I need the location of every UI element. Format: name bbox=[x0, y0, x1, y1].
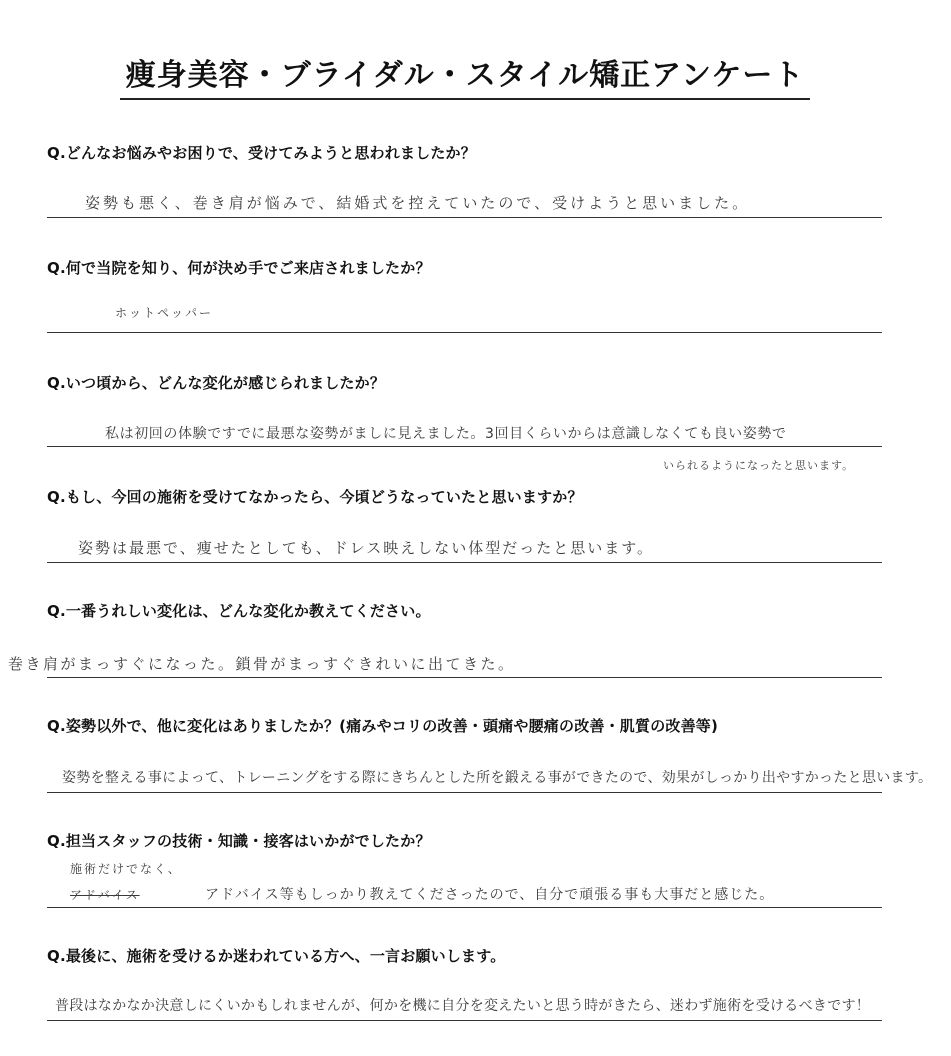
question-3: Q.いつ頃から、どんな変化が感じられましたか？ bbox=[47, 374, 386, 392]
answer-8: 普段はなかなか決意しにくいかもしれませんが、何かを機に自分を変えたいと思う時がきたら、迷わず施術を受けるべきです！ bbox=[55, 998, 871, 1014]
answer-6: 姿勢を整える事によって、トレーニングをする際にきちんとした所を鍛える事ができたので、効果がしっかり出やすかったと思います。 bbox=[62, 770, 933, 786]
answer-7: アドバイス等もしっかり教えてくださったので、自分で頑張る事も大事だと感じた。 bbox=[205, 887, 775, 903]
answer-line-2 bbox=[47, 332, 882, 333]
question-5: Q.一番うれしい変化は、どんな変化か教えてください。 bbox=[47, 602, 431, 620]
question-6: Q.姿勢以外で、他に変化はありましたか？(痛みやコリの改善・頭痛や腰痛の改善・肌質の改善等) bbox=[47, 717, 719, 735]
answer-3-line-2: いられるようになったと思います。 bbox=[663, 459, 855, 472]
answer-2: ホットペッパー bbox=[115, 306, 214, 320]
answer-5: 巻き肩がまっすぐになった。鎖骨がまっすぐきれいに出てきた。 bbox=[8, 655, 516, 673]
answer-line-3 bbox=[47, 446, 882, 447]
answer-1: 姿勢も悪く、巻き肩が悩みで、結婚式を控えていたので、受けようと思いました。 bbox=[85, 194, 751, 212]
answer-line-7 bbox=[47, 907, 882, 908]
answer-line-1 bbox=[47, 217, 882, 218]
answer-4: 姿勢は最悪で、痩せたとしても、ドレス映えしない体型だったと思います。 bbox=[78, 539, 655, 557]
answer-line-8 bbox=[47, 1020, 882, 1021]
answer-7-struck-word: アドバイス bbox=[70, 888, 140, 902]
answer-3-line-1: 私は初回の体験ですでに最悪な姿勢がましに見えました。3回目くらいからは意識しなくても良い姿勢で bbox=[105, 426, 787, 442]
answer-line-4 bbox=[47, 562, 882, 563]
question-1: Q.どんなお悩みやお困りで、受けてみようと思われましたか？ bbox=[47, 144, 476, 162]
answer-line-5 bbox=[47, 677, 882, 678]
question-7: Q.担当スタッフの技術・知識・接客はいかがでしたか？ bbox=[47, 832, 431, 850]
survey-title: 痩身美容・ブライダル・スタイル矯正アンケート bbox=[120, 56, 810, 100]
question-2: Q.何で当院を知り、何が決め手でご来店されましたか？ bbox=[47, 259, 431, 277]
answer-line-6 bbox=[47, 792, 882, 793]
answer-7-note: 施術だけでなく、 bbox=[70, 862, 182, 876]
question-4: Q.もし、今回の施術を受けてなかったら、今頃どうなっていたと思いますか？ bbox=[47, 488, 583, 506]
question-8: Q.最後に、施術を受けるか迷われている方へ、一言お願いします。 bbox=[47, 947, 506, 965]
